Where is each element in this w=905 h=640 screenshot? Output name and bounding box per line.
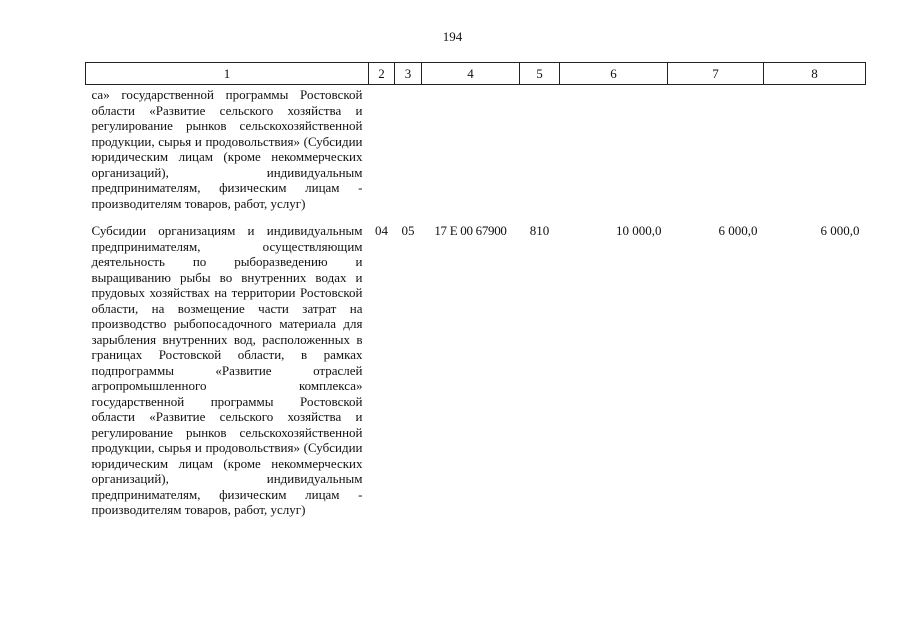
budget-table <box>85 62 866 518</box>
table-row <box>86 85 866 212</box>
table-row <box>86 211 866 518</box>
row-sum-col6 <box>560 85 668 212</box>
row-sum-col8: 6 000,0 <box>820 223 860 238</box>
header-col-6: 6 <box>560 63 668 85</box>
header-col-2: 2 <box>369 63 395 85</box>
row-sum-col7 <box>668 85 764 212</box>
row-pr <box>395 85 422 212</box>
table-header-row <box>86 63 866 85</box>
row-pr: 05 <box>401 223 415 238</box>
row-sum-col7: 6 000,0 <box>718 223 758 238</box>
row-sum-col8 <box>764 85 866 212</box>
header-col-4: 4 <box>422 63 520 85</box>
header-col-3: 3 <box>395 63 422 85</box>
row-csr <box>422 85 520 212</box>
header-col-5: 5 <box>520 63 560 85</box>
row-description: са» государственной программы Ростовской области «Развитие сельского хозяйства и регулирование рынков сельскохозяйственной продукции, сырья и продовольствия» (Субсидии юридическим лицам (кроме некоммерческих организаций), индивидуальным предпринимателям, физическим лицам - производителям товаров, работ, услуг) <box>91 87 363 211</box>
row-rz <box>369 85 395 212</box>
row-csr: 17 Е 00 67900 <box>434 223 507 238</box>
row-vr: 810 <box>529 223 550 238</box>
header-col-1: 1 <box>86 63 369 85</box>
header-col-7: 7 <box>668 63 764 85</box>
row-sum-col6: 10 000,0 <box>616 223 662 238</box>
row-vr <box>520 85 560 212</box>
page-number: 194 <box>442 29 463 44</box>
header-col-8: 8 <box>764 63 866 85</box>
row-rz: 04 <box>375 223 388 238</box>
row-description: Субсидии организациям и индивидуальным предпринимателям, осуществляющим деятельность по рыборазведению и выращиванию рыбы во внутренних водах и прудовых хозяйствах на территории Ростовской области, на возмещение части затрат на производство рыбопосадочного материала для зарыбления внутренних вод, расположенных в границах Ростовской области, в рамках подпрограммы «Развитие отраслей агропромышленного комплекса» государственной программы Ростовской области «Развитие сельского хозяйства и регулирование рынков сельскохозяйственной продукции, сырья и продовольствия» (Субсидии юридическим лицам (кроме некоммерческих организаций), индивидуальным предпринимателям, физическим лицам - производителям товаров, работ, услуг) <box>91 223 363 517</box>
